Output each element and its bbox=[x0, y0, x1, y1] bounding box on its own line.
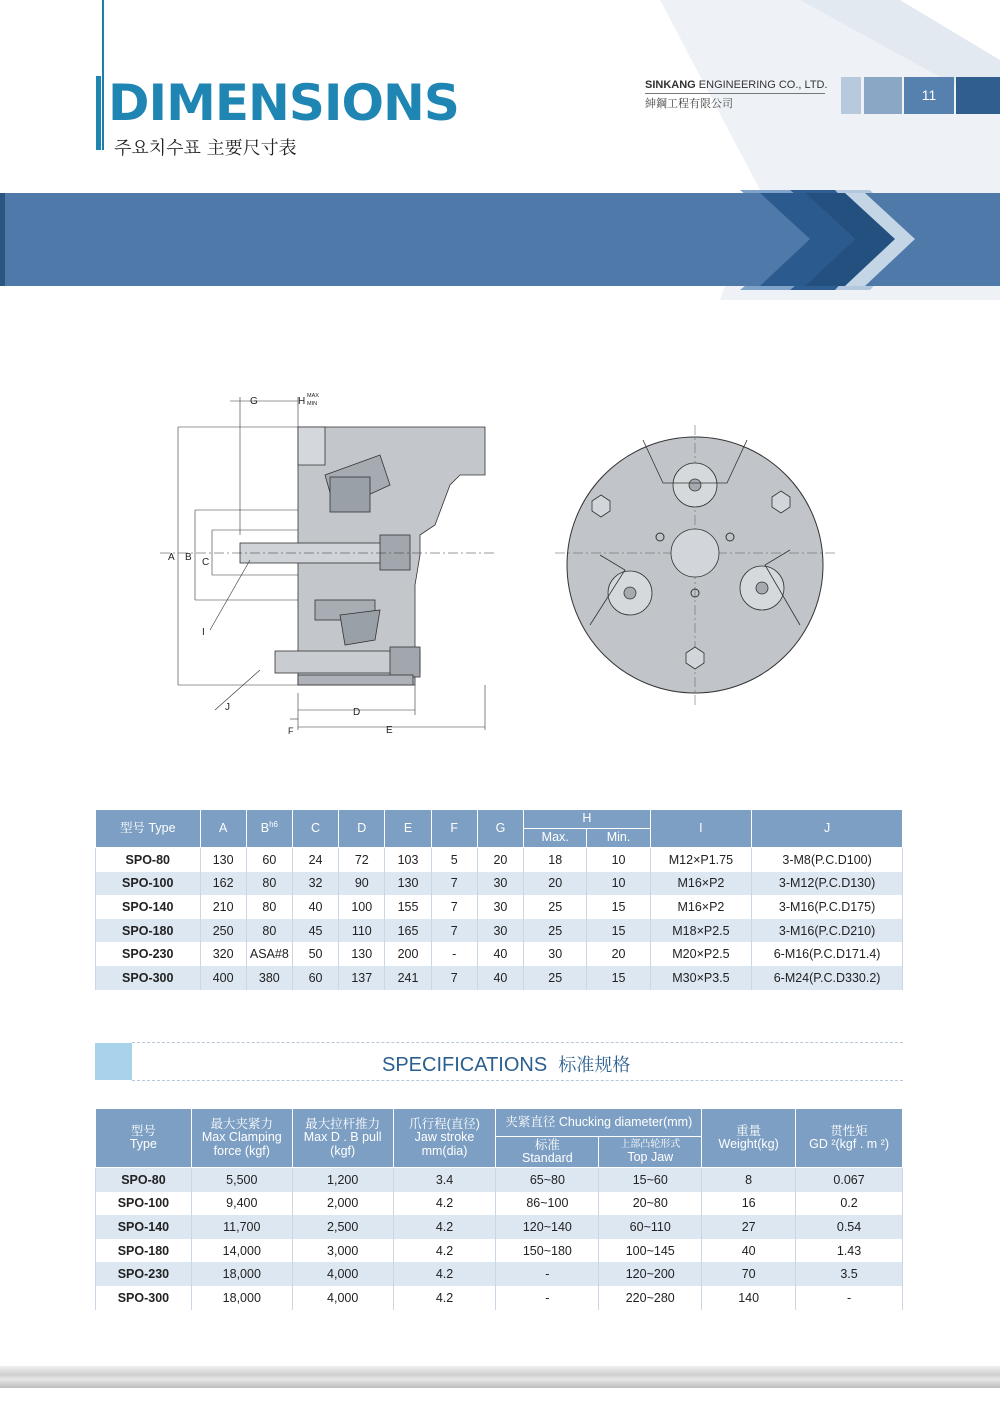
dim-label-h-max: MAX bbox=[307, 393, 319, 399]
spec-header-std-en: Standard bbox=[522, 1151, 573, 1165]
dim-label-h: H bbox=[298, 396, 306, 407]
front-view-drawing bbox=[555, 425, 835, 705]
spec-header-jaw-stroke bbox=[393, 1109, 496, 1168]
page-tab-deco-1 bbox=[841, 77, 861, 114]
spec-header-type bbox=[96, 1109, 192, 1168]
cell: 80 bbox=[246, 872, 292, 896]
spec-header-chucking-diameter bbox=[496, 1109, 702, 1137]
spec-header-top-en: Top Jaw bbox=[627, 1149, 674, 1164]
dimensions-table bbox=[95, 809, 903, 990]
cell: 18 bbox=[524, 848, 587, 872]
cell: 60 bbox=[292, 966, 338, 990]
spec-header-chuck-cn: 夹紧直径 bbox=[505, 1114, 556, 1129]
spec-header-clamp-en2: force (kgf) bbox=[213, 1143, 270, 1158]
specifications-heading-rule-top bbox=[132, 1042, 903, 1043]
cell: 103 bbox=[385, 848, 431, 872]
cell: 40 bbox=[702, 1239, 796, 1263]
page-title: DIMENSIONS bbox=[108, 74, 459, 132]
cell-type: SPO-180 bbox=[96, 1239, 192, 1263]
cell: 3.5 bbox=[796, 1262, 903, 1286]
cell: 6-M24(P.C.D330.2) bbox=[752, 966, 903, 990]
cell: 7 bbox=[431, 872, 477, 896]
spec-header-type-en: Type bbox=[129, 1137, 157, 1151]
cell: 7 bbox=[431, 966, 477, 990]
cell: 90 bbox=[339, 872, 385, 896]
spec-header-gd-en: GD ²(kgf . m ²) bbox=[809, 1137, 889, 1151]
cell: M16×P2 bbox=[650, 895, 752, 919]
table-row bbox=[96, 848, 903, 872]
cell: 4.2 bbox=[393, 1286, 496, 1310]
cell: 0.2 bbox=[796, 1192, 903, 1216]
spec-header-top-jaw bbox=[599, 1137, 702, 1168]
company-name-rest: ENGINEERING CO., LTD. bbox=[695, 79, 828, 91]
cell-type: SPO-230 bbox=[96, 1262, 192, 1286]
spec-header-clamp-cn: 最大夹紧力 bbox=[210, 1117, 274, 1132]
dim-label-e: E bbox=[386, 725, 393, 736]
page-number: 11 bbox=[904, 77, 954, 114]
cell: 150~180 bbox=[496, 1239, 599, 1263]
table-row bbox=[96, 1215, 903, 1239]
spec-header-inertia bbox=[796, 1109, 903, 1168]
spec-header-pull-en2: (kgf) bbox=[330, 1143, 356, 1158]
cell: 40 bbox=[292, 895, 338, 919]
cell-type: SPO-300 bbox=[96, 966, 201, 990]
cell: 30 bbox=[477, 919, 523, 943]
specifications-heading-marker bbox=[95, 1043, 132, 1080]
cell: 100 bbox=[339, 895, 385, 919]
cell: 18,000 bbox=[191, 1286, 292, 1310]
spec-header-pull-en1: Max D . B pull bbox=[303, 1130, 382, 1145]
cell: 70 bbox=[702, 1262, 796, 1286]
cell: - bbox=[496, 1286, 599, 1310]
cell: 50 bbox=[292, 942, 338, 966]
specifications-title-cn: 标准规格 bbox=[558, 1055, 631, 1076]
cell: 15 bbox=[587, 895, 650, 919]
cell: 30 bbox=[524, 942, 587, 966]
cell: 86~100 bbox=[496, 1192, 599, 1216]
table-row bbox=[96, 966, 903, 990]
title-accent-line bbox=[102, 0, 104, 150]
cell: 25 bbox=[524, 966, 587, 990]
spec-header-stroke-en1: Jaw stroke bbox=[414, 1130, 475, 1145]
cell-type: SPO-80 bbox=[96, 1168, 192, 1192]
dim-label-b: B bbox=[185, 552, 192, 563]
cell: 3-M12(P.C.D130) bbox=[752, 872, 903, 896]
spec-header-chuck-en: Chucking diameter(mm) bbox=[558, 1114, 693, 1129]
table-row bbox=[96, 919, 903, 943]
cell: 32 bbox=[292, 872, 338, 896]
cell: 3-M16(P.C.D210) bbox=[752, 919, 903, 943]
cell-type: SPO-140 bbox=[96, 895, 201, 919]
cell: 16 bbox=[702, 1192, 796, 1216]
cell: 5 bbox=[431, 848, 477, 872]
col-header-h-min: Min. bbox=[587, 829, 650, 848]
cell: 0.067 bbox=[796, 1168, 903, 1192]
cell: 1,200 bbox=[292, 1168, 393, 1192]
cell: 0.54 bbox=[796, 1215, 903, 1239]
cell: 80 bbox=[246, 919, 292, 943]
cell: 30 bbox=[477, 872, 523, 896]
cell: 20~80 bbox=[599, 1192, 702, 1216]
col-header-g: G bbox=[477, 810, 523, 848]
dim-label-j: J bbox=[225, 702, 230, 713]
specifications-heading bbox=[382, 1051, 630, 1077]
cell: 130 bbox=[339, 942, 385, 966]
spec-header-standard bbox=[496, 1137, 599, 1168]
table-row bbox=[96, 1192, 903, 1216]
cell: - bbox=[496, 1262, 599, 1286]
cell: 65~80 bbox=[496, 1168, 599, 1192]
cell: 165 bbox=[385, 919, 431, 943]
col-header-b bbox=[246, 810, 292, 848]
page-tab-deco-2 bbox=[864, 77, 902, 114]
spec-header-gd-cn: 贯性矩 bbox=[830, 1123, 868, 1138]
cell: - bbox=[431, 942, 477, 966]
cell: 10 bbox=[587, 872, 650, 896]
cell: 20 bbox=[524, 872, 587, 896]
cell: 200 bbox=[385, 942, 431, 966]
spec-header-type-cn: 型号 bbox=[130, 1123, 156, 1138]
dim-label-f: F bbox=[288, 726, 294, 736]
cell: 137 bbox=[339, 966, 385, 990]
spec-header-stroke-cn: 爪行程(直径) bbox=[409, 1117, 480, 1132]
cell-type: SPO-230 bbox=[96, 942, 201, 966]
cell: M20×P2.5 bbox=[650, 942, 752, 966]
cell: 3-M8(P.C.D100) bbox=[752, 848, 903, 872]
specifications-table bbox=[95, 1108, 903, 1310]
cell: 10 bbox=[587, 848, 650, 872]
page-subtitle: 주요치수표 主要尺寸表 bbox=[114, 138, 297, 159]
cell: 15 bbox=[587, 966, 650, 990]
cell-type: SPO-180 bbox=[96, 919, 201, 943]
dim-label-h-min: MIN bbox=[307, 401, 318, 407]
cell: 4,000 bbox=[292, 1262, 393, 1286]
cell: ASA#8 bbox=[246, 942, 292, 966]
col-header-h: H bbox=[524, 810, 651, 829]
cell: 4,000 bbox=[292, 1286, 393, 1310]
cell: 45 bbox=[292, 919, 338, 943]
cell: 100~145 bbox=[599, 1239, 702, 1263]
col-header-f: F bbox=[431, 810, 477, 848]
cell: 27 bbox=[702, 1215, 796, 1239]
cell: 210 bbox=[200, 895, 246, 919]
cell: 40 bbox=[477, 942, 523, 966]
spec-header-weight-cn: 重量 bbox=[736, 1123, 762, 1138]
cell: 80 bbox=[246, 895, 292, 919]
company-divider bbox=[645, 93, 825, 94]
cell: 7 bbox=[431, 895, 477, 919]
cell: 30 bbox=[477, 895, 523, 919]
cell: M30×P3.5 bbox=[650, 966, 752, 990]
cell: 140 bbox=[702, 1286, 796, 1310]
cell: 110 bbox=[339, 919, 385, 943]
cell: 20 bbox=[477, 848, 523, 872]
cell-type: SPO-80 bbox=[96, 848, 201, 872]
dim-label-c: C bbox=[202, 557, 210, 568]
cell: 2,500 bbox=[292, 1215, 393, 1239]
cell: 3.4 bbox=[393, 1168, 496, 1192]
cell: 15~60 bbox=[599, 1168, 702, 1192]
col-header-b-label: B bbox=[260, 821, 270, 836]
specifications-title: SPECIFICATIONS bbox=[382, 1054, 548, 1076]
cell: 130 bbox=[200, 848, 246, 872]
cell: 155 bbox=[385, 895, 431, 919]
spec-header-clamping-force bbox=[191, 1109, 292, 1168]
cell: 1.43 bbox=[796, 1239, 903, 1263]
company-name-cn: 紳鋼工程有限公司 bbox=[645, 97, 733, 110]
col-header-d: D bbox=[339, 810, 385, 848]
cell-type: SPO-100 bbox=[96, 872, 201, 896]
cell-type: SPO-100 bbox=[96, 1192, 192, 1216]
cell-type: SPO-300 bbox=[96, 1286, 192, 1310]
cell: M12×P1.75 bbox=[650, 848, 752, 872]
col-header-h-max: Max. bbox=[524, 829, 587, 848]
dim-label-d: D bbox=[353, 707, 361, 718]
banner-arrow-graphic bbox=[760, 193, 930, 286]
cell: 5,500 bbox=[191, 1168, 292, 1192]
cell: 15 bbox=[587, 919, 650, 943]
cell: 24 bbox=[292, 848, 338, 872]
cell: 25 bbox=[524, 895, 587, 919]
title-accent-bar bbox=[96, 76, 101, 150]
cell: 25 bbox=[524, 919, 587, 943]
table-row bbox=[96, 1262, 903, 1286]
cell: 18,000 bbox=[191, 1262, 292, 1286]
table-row bbox=[96, 1239, 903, 1263]
cell: 8 bbox=[702, 1168, 796, 1192]
cell: 320 bbox=[200, 942, 246, 966]
col-header-a: A bbox=[200, 810, 246, 848]
header-banner-edge bbox=[0, 193, 5, 286]
cell: 14,000 bbox=[191, 1239, 292, 1263]
company-name-bold: SINKANG bbox=[645, 79, 696, 91]
col-header-i: I bbox=[650, 810, 752, 848]
side-section-drawing bbox=[150, 385, 510, 740]
table-row bbox=[96, 1286, 903, 1310]
table-row bbox=[96, 872, 903, 896]
cell: 4.2 bbox=[393, 1215, 496, 1239]
cell: 11,700 bbox=[191, 1215, 292, 1239]
cell: 7 bbox=[431, 919, 477, 943]
dim-label-a: A bbox=[168, 552, 175, 563]
spec-header-clamp-en1: Max Clamping bbox=[201, 1130, 282, 1145]
cell: 380 bbox=[246, 966, 292, 990]
cell-type: SPO-140 bbox=[96, 1215, 192, 1239]
cell: 4.2 bbox=[393, 1192, 496, 1216]
cell: 6-M16(P.C.D171.4) bbox=[752, 942, 903, 966]
table-row bbox=[96, 895, 903, 919]
cell: - bbox=[796, 1286, 903, 1310]
cell: 241 bbox=[385, 966, 431, 990]
cell: 220~280 bbox=[599, 1286, 702, 1310]
col-header-b-superscript: h6 bbox=[269, 820, 278, 830]
cell: 20 bbox=[587, 942, 650, 966]
cell: 162 bbox=[200, 872, 246, 896]
cell: 3-M16(P.C.D175) bbox=[752, 895, 903, 919]
spec-header-top-cn: 上部凸轮形式 bbox=[620, 1139, 681, 1151]
footer-bar bbox=[0, 1366, 1000, 1388]
cell: 4.2 bbox=[393, 1239, 496, 1263]
cell: 9,400 bbox=[191, 1192, 292, 1216]
spec-header-std-cn: 标准 bbox=[534, 1137, 560, 1152]
cell: 72 bbox=[339, 848, 385, 872]
spec-header-weight-en: Weight(kg) bbox=[718, 1137, 779, 1151]
dim-label-g: G bbox=[250, 396, 258, 407]
spec-header-pull-cn: 最大拉杆推力 bbox=[305, 1117, 381, 1132]
cell: 2,000 bbox=[292, 1192, 393, 1216]
table-row bbox=[96, 1168, 903, 1192]
specifications-heading-rule-bottom bbox=[132, 1080, 903, 1081]
page-tab-deco-4 bbox=[956, 77, 1000, 114]
cell: 130 bbox=[385, 872, 431, 896]
cell: 40 bbox=[477, 966, 523, 990]
col-header-type: 型号 Type bbox=[96, 810, 201, 848]
cell: M16×P2 bbox=[650, 872, 752, 896]
cell: 250 bbox=[200, 919, 246, 943]
cell: M18×P2.5 bbox=[650, 919, 752, 943]
spec-header-pull-force bbox=[292, 1109, 393, 1168]
company-name bbox=[645, 79, 828, 91]
cell: 120~200 bbox=[599, 1262, 702, 1286]
col-header-j: J bbox=[752, 810, 903, 848]
cell: 400 bbox=[200, 966, 246, 990]
cell: 120~140 bbox=[496, 1215, 599, 1239]
cell: 60~110 bbox=[599, 1215, 702, 1239]
cell: 3,000 bbox=[292, 1239, 393, 1263]
spec-header-weight bbox=[702, 1109, 796, 1168]
table-row bbox=[96, 942, 903, 966]
col-header-e: E bbox=[385, 810, 431, 848]
col-header-c: C bbox=[292, 810, 338, 848]
spec-header-stroke-en2: mm(dia) bbox=[421, 1143, 468, 1158]
cell: 4.2 bbox=[393, 1262, 496, 1286]
cell: 60 bbox=[246, 848, 292, 872]
dim-label-i: I bbox=[202, 627, 205, 638]
